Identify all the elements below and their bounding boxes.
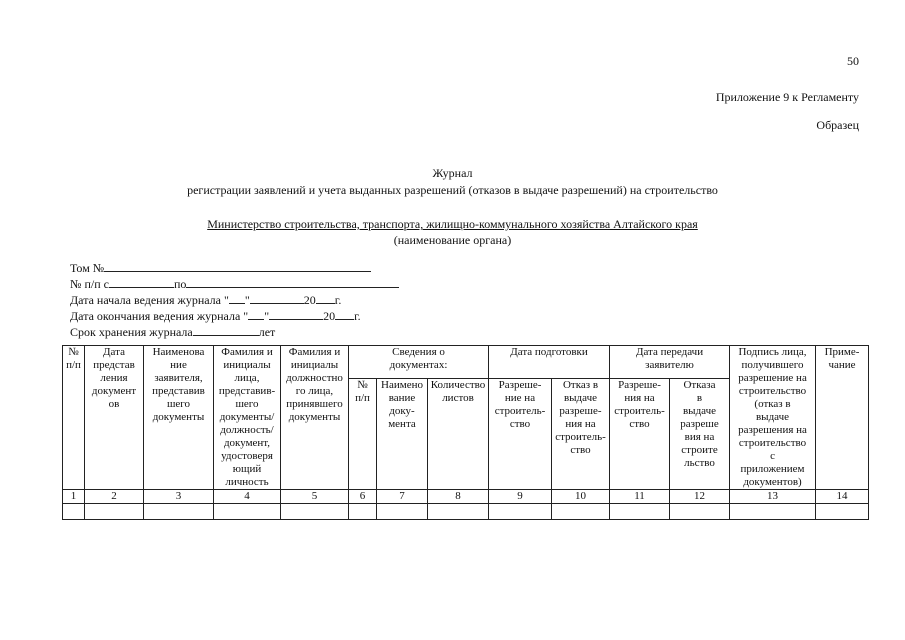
number-to-label: по [173, 277, 187, 291]
storage-suffix: лет [258, 325, 276, 339]
storage-blank [193, 324, 259, 336]
empty-cell [144, 504, 214, 520]
column-number: 4 [214, 490, 281, 504]
end-month-blank [269, 308, 323, 320]
number-from-label: № п/п с [70, 277, 109, 291]
column-number: 3 [144, 490, 214, 504]
column-number: 9 [489, 490, 552, 504]
start-date-field [70, 292, 399, 308]
table-header-row [63, 346, 869, 379]
volume-label: Том № [70, 261, 105, 275]
column-number: 6 [349, 490, 377, 504]
journal-table [62, 345, 869, 520]
volume-blank [104, 260, 371, 272]
empty-cell [816, 504, 869, 520]
col-prep-refusal-header: Отказ в выдаче разреше- ния на строитель- ство [552, 378, 610, 489]
start-year-suffix: г. [334, 293, 342, 307]
col-signature-header: Подпись лица, получившего разрешение на строительство (отказ в выдаче разрешения на строительство с приложением документов) [730, 346, 816, 490]
column-number: 13 [730, 490, 816, 504]
empty-cell [610, 504, 670, 520]
column-number: 12 [670, 490, 730, 504]
column-number: 1 [63, 490, 85, 504]
end-year-prefix: 20 [323, 309, 336, 323]
storage-field [70, 324, 399, 340]
storage-label: Срок хранения журнала [70, 325, 193, 339]
empty-cell [552, 504, 610, 520]
end-year-suffix: г. [354, 309, 361, 323]
column-number: 10 [552, 490, 610, 504]
col-number-header: № п/п [63, 346, 85, 490]
start-date-label: Дата начала ведения журнала " [70, 293, 229, 307]
number-to-blank [186, 276, 399, 288]
end-year-blank [335, 308, 354, 320]
page-number: 50 [847, 54, 859, 68]
col-transfer-permit-header: Разреше- ния на строитель- ство [610, 378, 670, 489]
column-number: 5 [281, 490, 349, 504]
col-transfer-refusal-header: Отказа в выдаче разреше вия на строите льство [670, 378, 730, 489]
column-number: 14 [816, 490, 869, 504]
empty-cell [85, 504, 144, 520]
group-transfer-header: Дата передачи заявителю [610, 346, 730, 379]
empty-cell [214, 504, 281, 520]
col-doc-sheets-header: Количество листов [428, 378, 489, 489]
sample-label: Образец [816, 118, 859, 132]
empty-cell [428, 504, 489, 520]
column-number: 8 [428, 490, 489, 504]
empty-entry-row [63, 504, 869, 520]
group-preparation-header: Дата подготовки [489, 346, 610, 379]
empty-cell [63, 504, 85, 520]
col-submitter-header: Фамилия и инициалы лица, представив- шего документы/ должность/ документ, удостоверя ющий личность [214, 346, 281, 490]
col-doc-number-header: № п/п [349, 378, 377, 489]
organization-name: Министерство строительства, транспорта, жилищно-коммунального хозяйства Алтайского края [207, 217, 698, 231]
empty-cell [281, 504, 349, 520]
group-documents-header: Сведения о документах: [349, 346, 489, 379]
col-note-header: Приме- чание [816, 346, 869, 490]
end-quote: " [264, 309, 270, 323]
journal-fields [70, 260, 399, 340]
col-official-header: Фамилия и инициалы должностно го лица, принявшего документы [281, 346, 349, 490]
start-year-blank [316, 292, 335, 304]
col-prep-permit-header: Разреше- ние на строитель- ство [489, 378, 552, 489]
empty-cell [730, 504, 816, 520]
journal-subtitle: регистрации заявлений и учета выданных разрешений (отказов в выдаче разрешений) на строительство [187, 183, 718, 197]
volume-field [70, 260, 399, 276]
organization-note: (наименование органа) [393, 233, 512, 247]
empty-cell [377, 504, 428, 520]
empty-cell [670, 504, 730, 520]
start-month-blank [250, 292, 304, 304]
end-day-blank [248, 308, 264, 320]
column-number: 11 [610, 490, 670, 504]
col-submission-date-header: Дата представ ления документ ов [85, 346, 144, 490]
number-from-blank [109, 276, 174, 288]
appendix-label: Приложение 9 к Регламенту [715, 90, 859, 104]
end-date-label: Дата окончания ведения журнала " [70, 309, 249, 323]
column-numbers-row [63, 490, 869, 504]
column-number: 7 [377, 490, 428, 504]
col-applicant-header: Наименова ние заявителя, представив шего документы [144, 346, 214, 490]
journal-title: Журнал [432, 166, 473, 180]
col-doc-name-header: Наимено вание доку- мента [377, 378, 428, 489]
start-year-prefix: 20 [303, 293, 316, 307]
end-date-field [70, 308, 399, 324]
column-number: 2 [85, 490, 144, 504]
start-day-blank [229, 292, 245, 304]
empty-cell [489, 504, 552, 520]
start-quote: " [244, 293, 250, 307]
empty-cell [349, 504, 377, 520]
number-range-field [70, 276, 399, 292]
